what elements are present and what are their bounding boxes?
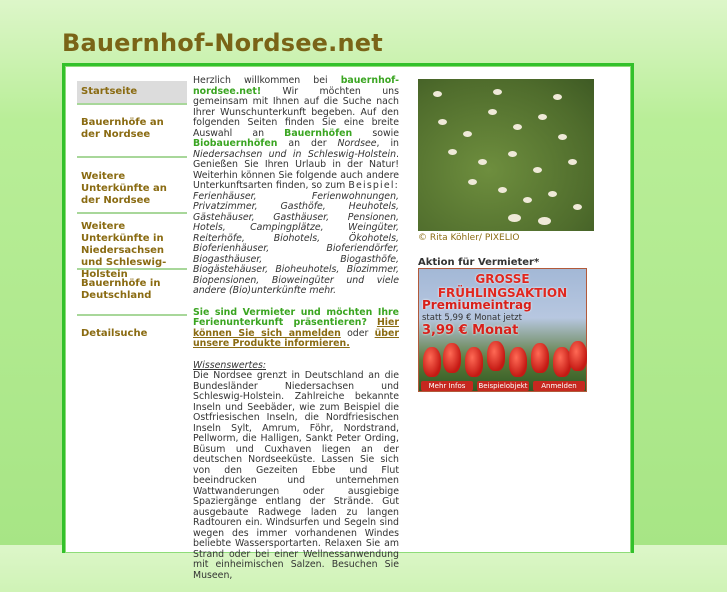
chickens-photo (418, 79, 594, 231)
biobauernhoefe-link[interactable]: Biobauernhöfen (193, 138, 278, 149)
banner-headline: GROSSE FRÜHLINGSAKTION (437, 272, 568, 300)
main-content (193, 76, 399, 592)
nav-item-weitere-unterkuenfte-nordsee[interactable]: Weitere Unterkünfte an der Nordsee (77, 158, 187, 214)
site-title[interactable]: Bauernhof-Nordsee.net (62, 29, 383, 57)
wissenswertes-title: Wissenswertes: (193, 359, 267, 371)
windsurfen-link[interactable]: Windsurfen (266, 517, 320, 528)
banner-statt: statt 5,99 € Monat jetzt (422, 313, 522, 323)
banner-mehr-infos-button[interactable]: Mehr Infos (421, 381, 473, 391)
produkte-link[interactable]: über unsere Produkte informieren. (193, 327, 399, 349)
anmelden-link[interactable]: Hier können Sie sich anmelden (193, 317, 399, 339)
nav-item-bauernhoefe-deutschland[interactable]: Bauernhöfe in Deutschland (77, 270, 187, 316)
photo-credit: © Rita Köhler/ PIXELIO (418, 233, 520, 243)
segeln-link[interactable]: Segeln (344, 517, 377, 528)
main-nav (77, 81, 187, 345)
wissenswertes-paragraph: Wissenswertes: Die Nordsee grenzt in Deutschland an die Bundesländer Niedersachsen und Schleswig-Holstein. Zahlreiche bekannte Inseln und Seebäder, wie zum Beispiel die Ostfriesischen Inseln, die Nordfriesischen Inseln Sylt, Amrum, Föhr, Nordstrand, Pellworm, die Halligen, Sankt Peter Ording, Büsum und Cuxhaven liegen an der deutschen Nordseeküste. Lassen Sie sich von den Gezeiten Ebbe und Flut beeindrucken und unternehmen Wattwanderungen oder ausgiebige Spaziergänge entlang der Strände. Gut ausgebaute Radwege laden zu langen Radtouren ein. Windsurfen und Segeln sind wegen des immer vorhandenen Windes beliebte Wassersportarten. Relaxen Sie am Strand oder bei einer Wellnessanwendung mit einheimischen Salzen. Besuchen Sie Museen, (193, 359, 399, 581)
banner-beispielobjekt-button[interactable]: Beispielobjekt (478, 382, 528, 390)
nav-item-startseite[interactable]: Startseite (77, 81, 187, 105)
vermieter-paragraph: Sie sind Vermieter und möchten Ihre Ferienunterkunft präsentieren? Hier können Sie sich anmelden oder über unsere Produkte informieren. (193, 306, 399, 349)
banner-price: 3,99 € Monat (422, 323, 519, 338)
nav-item-bauernhoefe-nordsee[interactable]: Bauernhöfe an der Nordsee (77, 105, 187, 158)
content-inner (65, 66, 631, 581)
nav-item-weitere-unterkuenfte-nds-sh[interactable]: Weitere Unterkünfte in Niedersachsen und Schleswig-Holstein (77, 214, 187, 270)
banner-premium: Premiumeintrag (422, 298, 532, 312)
banner-anmelden-button[interactable]: Anmelden (533, 381, 585, 391)
brand-link[interactable]: bauernhof-nordsee.net! (193, 75, 399, 97)
nav-item-detailsuche[interactable]: Detailsuche (81, 328, 148, 339)
bauernhoefe-link[interactable]: Bauernhöfen (284, 127, 353, 139)
fruehlingsaktion-banner[interactable] (418, 268, 587, 392)
aktion-title: Aktion für Vermieter* (418, 257, 540, 268)
content-frame (62, 63, 634, 581)
intro-paragraph: Herzlich willkommen bei bauernhof-nordsee.net! Wir möchten uns gemeinsam mit Ihnen auf die Suche nach Ihrer Wunschunterkunft begeben. Auf den folgenden Seiten finden Sie eine breite Auswahl an Bauernhöfen sowie Biobauernhöfen an der Nordsee, in Niedersachsen und in Schleswig-Holstein. Genießen Sie Ihren Urlaub in der Natur! Weiterhin können Sie folgende auch andere Unterkunftsarten finden, so zum Beispiel: Ferienhäuser, Ferienwohnungen, Privatzimmer, Gasthöfe, Heuhotels, Gästehäuser, Gasthäuser, Pensionen, Hotels, Campingplätze, Weingüter, Reiterhöfe, Biohotels, Ökohotels, Bioferienhäuser, Bioferiendörfer, Biogasthäuser, Biogasthöfe, Biogästehäuser, Bioheuhotels, Biozimmer, Biopensionen, Bioweingüter und viele andere (Bio)unterkünfte mehr. (193, 75, 399, 296)
